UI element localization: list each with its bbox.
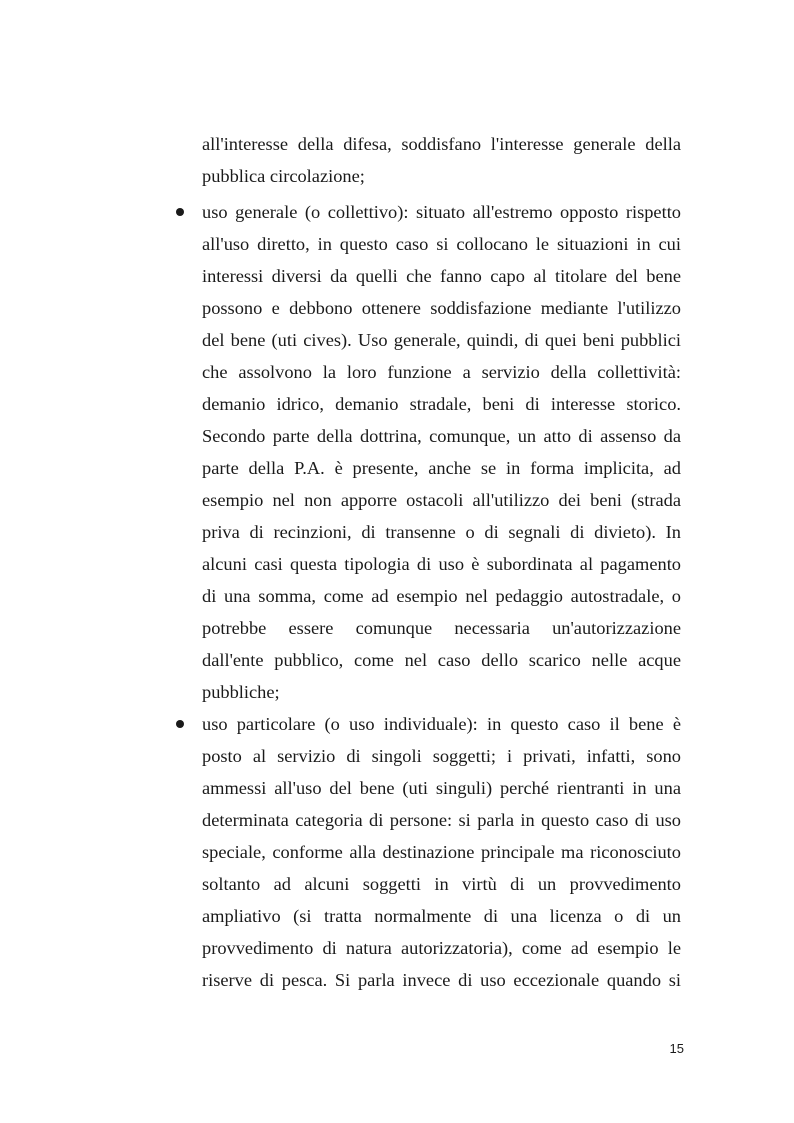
text-line: possono e debbono ottenere soddisfazione mediante l'utilizzo bbox=[202, 298, 681, 318]
text-line: alcuni casi questa tipologia di uso è subordinata al pagamento bbox=[202, 554, 681, 574]
bullet-icon bbox=[176, 208, 184, 216]
text-line: ammessi all'uso del bene (uti singuli) perché rientranti in una bbox=[202, 778, 681, 798]
bullet-icon bbox=[176, 720, 184, 728]
text-line: potrebbe essere comunque necessaria un'autorizzazione bbox=[202, 618, 681, 638]
text-line: che assolvono la loro funzione a servizio della collettività: bbox=[202, 362, 681, 382]
text-line: interessi diversi da quelli che fanno capo al titolare del bene bbox=[202, 266, 681, 286]
text-line: demanio idrico, demanio stradale, beni di interesse storico. bbox=[202, 394, 681, 414]
text-line: determinata categoria di persone: si parla in questo caso di uso bbox=[202, 810, 681, 830]
text-line: riserve di pesca. Si parla invece di uso eccezionale quando si bbox=[202, 970, 681, 990]
text-line: dall'ente pubblico, come nel caso dello scarico nelle acque bbox=[202, 650, 681, 670]
text-line: uso particolare (o uso individuale): in questo caso il bene è bbox=[202, 714, 681, 734]
text-line: uso generale (o collettivo): situato all'estremo opposto rispetto bbox=[202, 202, 681, 222]
text-line: ampliativo (si tratta normalmente di una licenza o di un bbox=[202, 906, 681, 926]
text-line: del bene (uti cives). Uso generale, quindi, di quei beni pubblici bbox=[202, 330, 681, 350]
text-line: priva di recinzioni, di transenne o di segnali di divieto). In bbox=[202, 522, 681, 542]
text-line: pubbliche; bbox=[202, 682, 280, 702]
text-line: all'interesse della difesa, soddisfano l'interesse generale della bbox=[202, 134, 681, 154]
text-line: di una somma, come ad esempio nel pedaggio autostradale, o bbox=[202, 586, 681, 606]
text-line: provvedimento di natura autorizzatoria), come ad esempio le bbox=[202, 938, 681, 958]
text-line: soltanto ad alcuni soggetti in virtù di un provvedimento bbox=[202, 874, 681, 894]
page-number: 15 bbox=[669, 1041, 684, 1056]
text-line: esempio nel non apporre ostacoli all'utilizzo dei beni (strada bbox=[202, 490, 681, 510]
text-line: pubblica circolazione; bbox=[202, 166, 365, 186]
text-line: speciale, conforme alla destinazione principale ma riconosciuto bbox=[202, 842, 681, 862]
text-line: posto al servizio di singoli soggetti; i privati, infatti, sono bbox=[202, 746, 681, 766]
text-line: parte della P.A. è presente, anche se in forma implicita, ad bbox=[202, 458, 681, 478]
text-line: Secondo parte della dottrina, comunque, un atto di assenso da bbox=[202, 426, 681, 446]
text-line: all'uso diretto, in questo caso si collocano le situazioni in cui bbox=[202, 234, 681, 254]
